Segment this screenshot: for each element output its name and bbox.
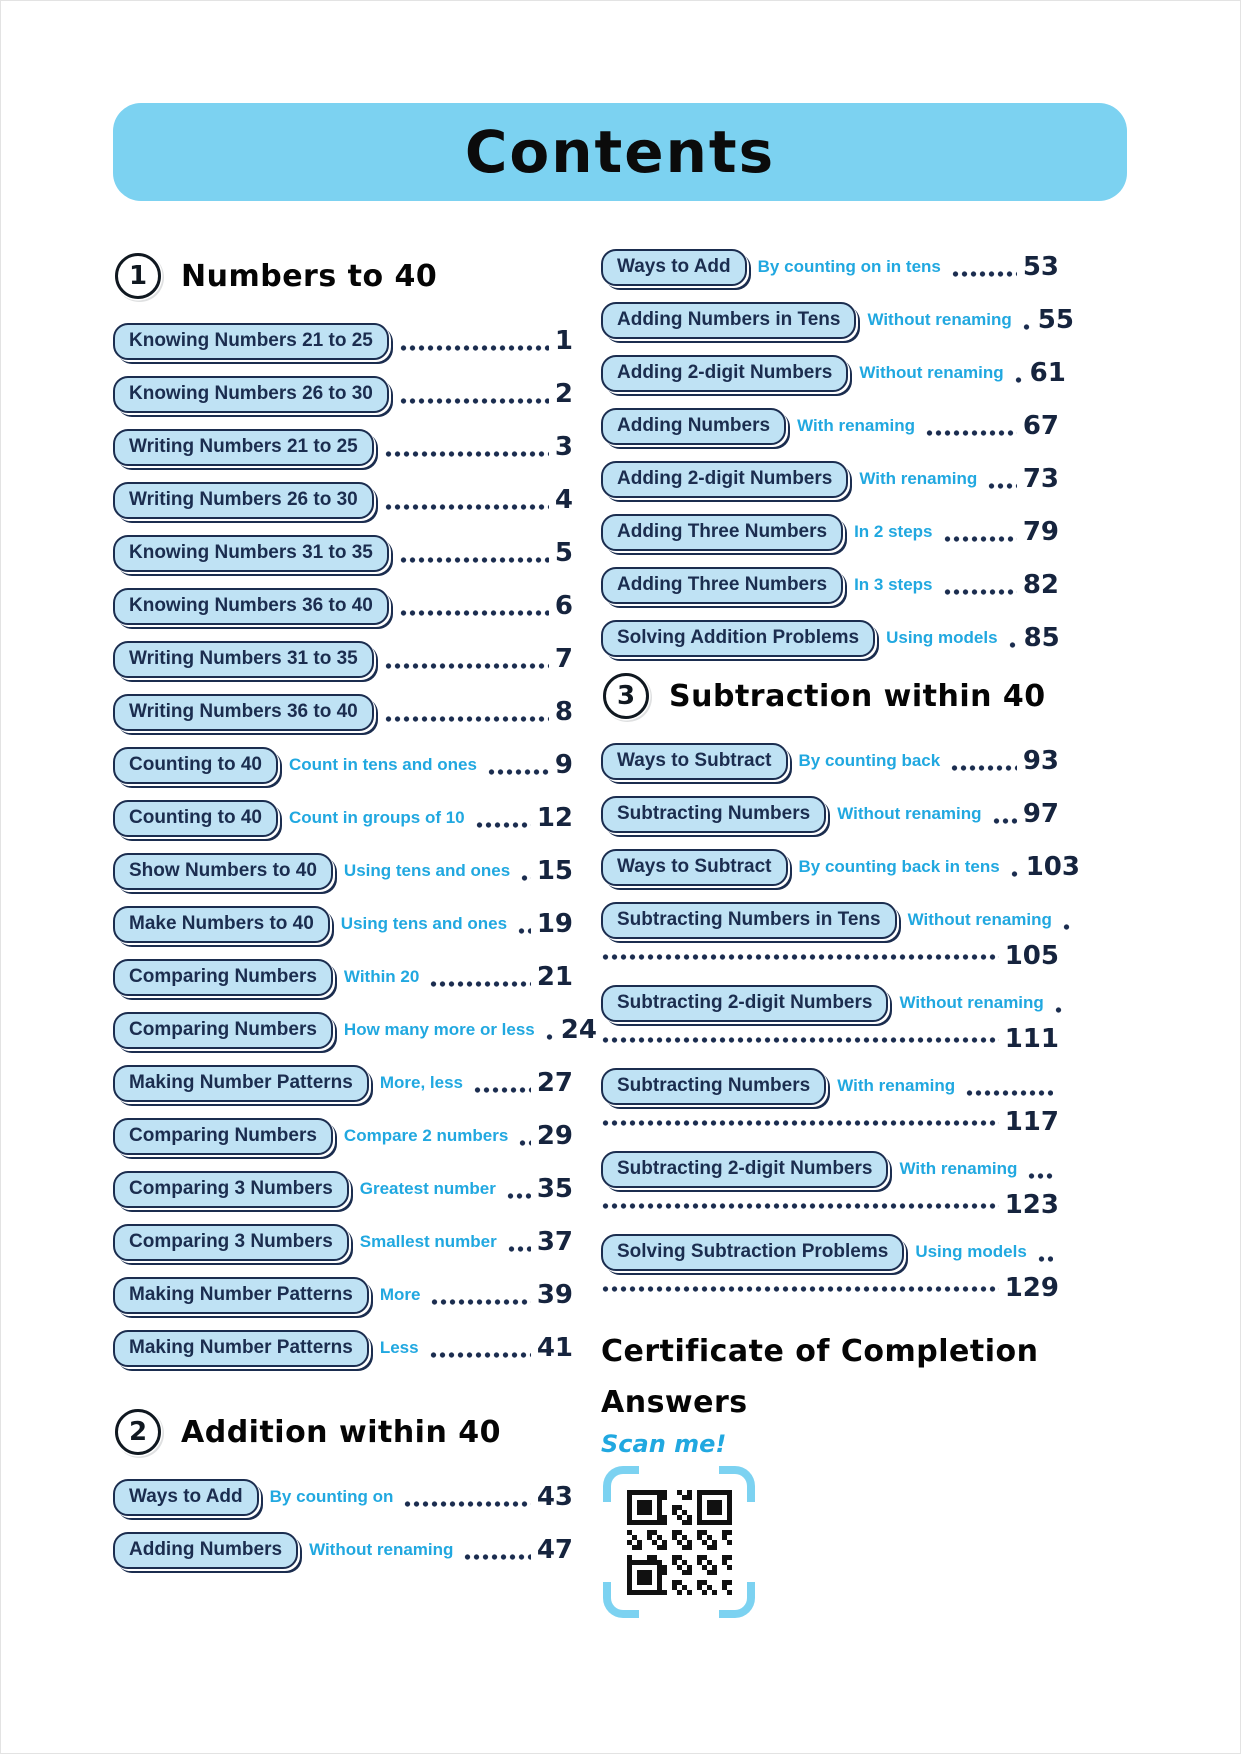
dotted-leader — [950, 765, 1017, 771]
page-number: 21 — [536, 962, 573, 992]
section-header — [115, 1406, 573, 1458]
topic-pill: Ways to Add — [601, 249, 747, 286]
toc-entry-line — [113, 1529, 573, 1571]
page-number: 41 — [536, 1333, 573, 1363]
toc-entry — [601, 1231, 1059, 1303]
section-header — [603, 670, 1059, 722]
page-number: 129 — [1004, 1273, 1059, 1303]
dotted-leader — [1037, 1256, 1053, 1262]
topic-subtitle: By counting back — [798, 751, 941, 770]
topic-subtitle: In 2 steps — [854, 522, 933, 541]
toc-entry — [601, 740, 1059, 782]
dotted-leader — [384, 451, 549, 457]
page-number: 24 — [560, 1015, 597, 1045]
toc-entry-line — [113, 1009, 597, 1051]
topic-pill: Knowing Numbers 21 to 25 — [113, 323, 389, 360]
toc-entry — [113, 1221, 573, 1263]
toc-entry-line — [113, 1221, 573, 1263]
dotted-leader — [601, 1286, 999, 1292]
topic-pill: Making Number Patterns — [113, 1330, 369, 1367]
scan-me-label: Scan me! — [601, 1430, 727, 1458]
page-number: 55 — [1037, 305, 1074, 335]
toc-entry-line — [113, 1115, 573, 1157]
page-number: 19 — [536, 909, 573, 939]
topic-pill: Writing Numbers 31 to 35 — [113, 641, 374, 678]
page-number: 15 — [536, 856, 573, 886]
toc-entry — [113, 1274, 573, 1316]
topic-pill: Knowing Numbers 36 to 40 — [113, 588, 389, 625]
dotted-leader — [475, 822, 531, 828]
toc-entry — [113, 479, 573, 521]
toc-entry — [113, 691, 573, 733]
page-number: 47 — [536, 1535, 573, 1565]
toc-entry — [601, 899, 1059, 971]
dotted-leader — [399, 557, 549, 563]
toc-column-right-entries — [601, 246, 1080, 1314]
dotted-leader — [517, 928, 531, 934]
toc-entry-line — [113, 373, 573, 415]
dotted-leader — [463, 1554, 530, 1560]
toc-entry — [113, 903, 573, 945]
page-number: 123 — [1004, 1190, 1059, 1220]
dotted-leader — [384, 716, 549, 722]
dotted-leader — [1008, 642, 1018, 648]
topic-subtitle: More — [379, 1285, 421, 1304]
toc-entry-line — [601, 1273, 1059, 1303]
toc-entry — [601, 246, 1059, 288]
topic-pill: Subtracting 2-digit Numbers — [601, 1151, 888, 1188]
topic-subtitle: Without renaming — [837, 804, 982, 823]
topic-subtitle: Using models — [886, 628, 998, 647]
topic-pill: Solving Subtraction Problems — [601, 1234, 904, 1271]
topic-pill: Subtracting Numbers — [601, 1068, 826, 1105]
topic-pill: Adding Numbers in Tens — [601, 302, 856, 339]
toc-entry — [113, 532, 573, 574]
page-number: 1 — [554, 326, 573, 356]
toc-entry — [113, 956, 573, 998]
dotted-leader — [545, 1034, 555, 1040]
toc-entry — [601, 405, 1059, 447]
toc-entry — [601, 846, 1080, 888]
toc-entry-line — [113, 585, 573, 627]
toc-entry-line — [113, 850, 573, 892]
section-title: Numbers to 40 — [181, 258, 438, 294]
topic-pill: Making Number Patterns — [113, 1065, 369, 1102]
toc-entry-line — [113, 426, 573, 468]
toc-entry-line — [113, 1062, 573, 1104]
topic-pill: Subtracting Numbers — [601, 796, 826, 833]
dotted-leader — [992, 818, 1017, 824]
dotted-leader — [601, 954, 999, 960]
page-number: 103 — [1025, 852, 1080, 882]
page-number: 117 — [1004, 1107, 1059, 1137]
topic-subtitle: Without renaming — [899, 993, 1044, 1012]
toc-entry-line — [601, 564, 1059, 606]
toc-entry — [113, 1062, 573, 1104]
topic-pill: Ways to Subtract — [601, 743, 788, 780]
toc-entry — [113, 1327, 573, 1369]
section-title: Addition within 40 — [181, 1414, 502, 1450]
toc-entry — [601, 617, 1059, 659]
topic-subtitle: Without renaming — [907, 910, 1052, 929]
answers-heading: Answers — [601, 1385, 748, 1420]
dotted-leader — [1027, 1173, 1053, 1179]
dotted-leader — [987, 483, 1017, 489]
toc-entry-line — [113, 1476, 573, 1518]
topic-pill: Comparing 3 Numbers — [113, 1224, 349, 1261]
page-title: Contents — [464, 118, 776, 186]
qr-code-icon — [627, 1490, 732, 1595]
dotted-leader — [951, 271, 1017, 277]
dotted-leader — [601, 1120, 999, 1126]
toc-content — [113, 246, 1127, 1618]
dotted-leader — [473, 1087, 531, 1093]
section-header — [115, 250, 573, 302]
topic-subtitle: With renaming — [837, 1076, 956, 1095]
topic-subtitle: More, less — [379, 1073, 463, 1092]
topic-pill: Writing Numbers 26 to 30 — [113, 482, 374, 519]
page-number: 39 — [536, 1280, 573, 1310]
toc-entry-line — [113, 320, 573, 362]
dotted-leader — [1054, 1007, 1064, 1013]
dotted-leader — [429, 981, 530, 987]
topic-pill: Ways to Add — [113, 1479, 259, 1516]
toc-entry-line — [601, 1231, 1059, 1273]
toc-entry-line — [113, 1327, 573, 1369]
page-number: 5 — [554, 538, 573, 568]
topic-subtitle: Greatest number — [359, 1179, 496, 1198]
topic-pill: Adding 2-digit Numbers — [601, 461, 848, 498]
topic-subtitle: Without renaming — [859, 363, 1004, 382]
topic-pill: Counting to 40 — [113, 800, 278, 837]
page-number: 43 — [536, 1482, 573, 1512]
topic-subtitle: By counting on — [269, 1487, 394, 1506]
topic-subtitle: Smallest number — [359, 1232, 497, 1251]
page-number: 35 — [536, 1174, 573, 1204]
topic-subtitle: In 3 steps — [854, 575, 933, 594]
page-number: 9 — [554, 750, 573, 780]
toc-entry-line — [601, 405, 1059, 447]
topic-pill: Ways to Subtract — [601, 849, 788, 886]
toc-entry — [601, 1065, 1059, 1137]
toc-entry — [601, 458, 1059, 500]
page-number: 93 — [1022, 746, 1059, 776]
topic-subtitle: Within 20 — [343, 967, 420, 986]
topic-subtitle: Compare 2 numbers — [343, 1126, 509, 1145]
dotted-leader — [487, 769, 549, 775]
toc-entry-line — [601, 899, 1059, 941]
topic-pill: Knowing Numbers 31 to 35 — [113, 535, 389, 572]
topic-pill: Adding 2-digit Numbers — [601, 355, 848, 392]
page-number: 105 — [1004, 941, 1059, 971]
dotted-leader — [403, 1501, 530, 1507]
toc-entry-line — [601, 982, 1059, 1024]
toc-entry-line — [601, 793, 1059, 835]
toc-entry-line — [601, 617, 1059, 659]
dotted-leader — [399, 610, 549, 616]
topic-subtitle: By counting back in tens — [798, 857, 1000, 876]
topic-subtitle: Without renaming — [309, 1540, 454, 1559]
toc-entry-line — [113, 479, 573, 521]
section-number-badge: 3 — [603, 673, 649, 719]
toc-column-right — [601, 246, 1080, 1618]
page-number: 82 — [1022, 570, 1059, 600]
topic-subtitle: Using tens and ones — [340, 914, 508, 933]
topic-pill: Adding Three Numbers — [601, 514, 843, 551]
toc-entry-line — [113, 903, 573, 945]
toc-entry-line — [601, 1190, 1059, 1220]
topic-subtitle: Using models — [915, 1242, 1027, 1261]
toc-entry-line — [601, 1024, 1059, 1054]
topic-pill: Show Numbers to 40 — [113, 853, 333, 890]
dotted-leader — [430, 1299, 530, 1305]
page-number: 61 — [1029, 358, 1066, 388]
topic-subtitle: How many more or less — [343, 1020, 535, 1039]
dotted-leader — [518, 1140, 531, 1146]
page-number: 2 — [554, 379, 573, 409]
topic-pill: Knowing Numbers 26 to 30 — [113, 376, 389, 413]
toc-entry-line — [113, 1274, 573, 1316]
toc-entry-line — [601, 846, 1080, 888]
contents-header-banner — [113, 103, 1127, 201]
page-number: 53 — [1022, 252, 1059, 282]
toc-entry-line — [601, 1065, 1059, 1107]
dotted-leader — [399, 398, 549, 404]
page-number: 6 — [554, 591, 573, 621]
topic-pill: Writing Numbers 21 to 25 — [113, 429, 374, 466]
topic-subtitle: Without renaming — [867, 310, 1012, 329]
dotted-leader — [1062, 924, 1072, 930]
dotted-leader — [384, 504, 549, 510]
dotted-leader — [1022, 324, 1032, 330]
toc-entry-line — [601, 941, 1059, 971]
toc-entry-line — [601, 1107, 1059, 1137]
toc-entry — [601, 982, 1059, 1054]
toc-entry — [601, 511, 1059, 553]
toc-entry-line — [601, 458, 1059, 500]
toc-entry — [601, 793, 1059, 835]
toc-entry — [113, 320, 573, 362]
dotted-leader — [429, 1352, 531, 1358]
toc-entry — [601, 352, 1066, 394]
toc-entry — [601, 564, 1059, 606]
toc-entry — [113, 1529, 573, 1571]
topic-pill: Adding Numbers — [113, 1532, 298, 1569]
toc-entry-line — [113, 956, 573, 998]
page-number: 27 — [536, 1068, 573, 1098]
topic-subtitle: Using tens and ones — [343, 861, 511, 880]
page-number: 7 — [554, 644, 573, 674]
toc-entry-line — [113, 1168, 573, 1210]
dotted-leader — [601, 1037, 999, 1043]
certificate-of-completion-heading: Certificate of Completion — [601, 1334, 1039, 1369]
dotted-leader — [506, 1193, 531, 1199]
toc-entry-line — [113, 797, 573, 839]
topic-pill: Making Number Patterns — [113, 1277, 369, 1314]
topic-subtitle: With renaming — [899, 1159, 1018, 1178]
toc-entry-line — [601, 740, 1059, 782]
dotted-leader — [965, 1090, 1053, 1096]
toc-entry — [113, 850, 573, 892]
toc-entry — [113, 426, 573, 468]
dotted-leader — [943, 589, 1017, 595]
toc-entry — [601, 1148, 1059, 1220]
topic-pill: Subtracting 2-digit Numbers — [601, 985, 888, 1022]
toc-entry-line — [601, 299, 1074, 341]
qr-frame-corner-bottom-left-icon — [603, 1582, 639, 1618]
page-number: 29 — [536, 1121, 573, 1151]
toc-entry — [113, 1168, 573, 1210]
topic-subtitle: Count in groups of 10 — [288, 808, 465, 827]
topic-subtitle: Count in tens and ones — [288, 755, 477, 774]
topic-subtitle: With renaming — [859, 469, 978, 488]
toc-entry-line — [601, 352, 1066, 394]
toc-column-left — [113, 246, 597, 1582]
dotted-leader — [384, 663, 549, 669]
toc-entry-line — [113, 744, 573, 786]
topic-pill: Comparing Numbers — [113, 959, 333, 996]
topic-pill: Solving Addition Problems — [601, 620, 875, 657]
topic-pill: Adding Three Numbers — [601, 567, 843, 604]
toc-entry — [113, 373, 573, 415]
page-number: 111 — [1004, 1024, 1059, 1054]
toc-entry — [113, 1115, 573, 1157]
toc-entry — [113, 585, 573, 627]
qr-frame-corner-top-left-icon — [603, 1466, 639, 1502]
topic-pill: Comparing Numbers — [113, 1012, 333, 1049]
qr-frame-corner-top-right-icon — [719, 1466, 755, 1502]
dotted-leader — [943, 536, 1017, 542]
page-number: 8 — [554, 697, 573, 727]
toc-entry — [113, 797, 573, 839]
toc-entry — [113, 744, 573, 786]
topic-pill: Comparing Numbers — [113, 1118, 333, 1155]
page-number: 67 — [1022, 411, 1059, 441]
dotted-leader — [601, 1203, 999, 1209]
qr-frame-corner-bottom-right-icon — [719, 1582, 755, 1618]
topic-subtitle: By counting on in tens — [757, 257, 941, 276]
dotted-leader — [520, 875, 531, 881]
section-title: Subtraction within 40 — [669, 678, 1046, 714]
qr-code-frame — [603, 1466, 755, 1618]
toc-entry-line — [113, 532, 573, 574]
topic-pill: Counting to 40 — [113, 747, 278, 784]
dotted-leader — [399, 345, 549, 351]
toc-entry-line — [601, 246, 1059, 288]
dotted-leader — [1010, 871, 1020, 877]
toc-entry — [113, 1009, 597, 1051]
toc-entry-line — [601, 1148, 1059, 1190]
topic-subtitle: Less — [379, 1338, 419, 1357]
page-number: 12 — [536, 803, 573, 833]
topic-subtitle: With renaming — [797, 416, 915, 435]
toc-entry-line — [113, 691, 573, 733]
page-number: 85 — [1023, 623, 1060, 653]
section-number-badge: 1 — [115, 253, 161, 299]
topic-pill: Comparing 3 Numbers — [113, 1171, 349, 1208]
page-number: 97 — [1022, 799, 1059, 829]
dotted-leader — [1014, 377, 1024, 383]
topic-pill: Writing Numbers 36 to 40 — [113, 694, 374, 731]
toc-entry — [601, 299, 1074, 341]
toc-entry-line — [113, 638, 573, 680]
toc-entry — [113, 1476, 573, 1518]
section-number-badge: 2 — [115, 1409, 161, 1455]
page-number: 3 — [554, 432, 573, 462]
topic-pill: Adding Numbers — [601, 408, 786, 445]
topic-pill: Subtracting Numbers in Tens — [601, 902, 897, 939]
page-number: 37 — [536, 1227, 573, 1257]
page-number: 4 — [554, 485, 573, 515]
toc-entry — [113, 638, 573, 680]
page-number: 79 — [1022, 517, 1059, 547]
toc-entry-line — [601, 511, 1059, 553]
dotted-leader — [925, 430, 1017, 436]
dotted-leader — [507, 1246, 531, 1252]
page-number: 73 — [1022, 464, 1059, 494]
topic-pill: Make Numbers to 40 — [113, 906, 330, 943]
